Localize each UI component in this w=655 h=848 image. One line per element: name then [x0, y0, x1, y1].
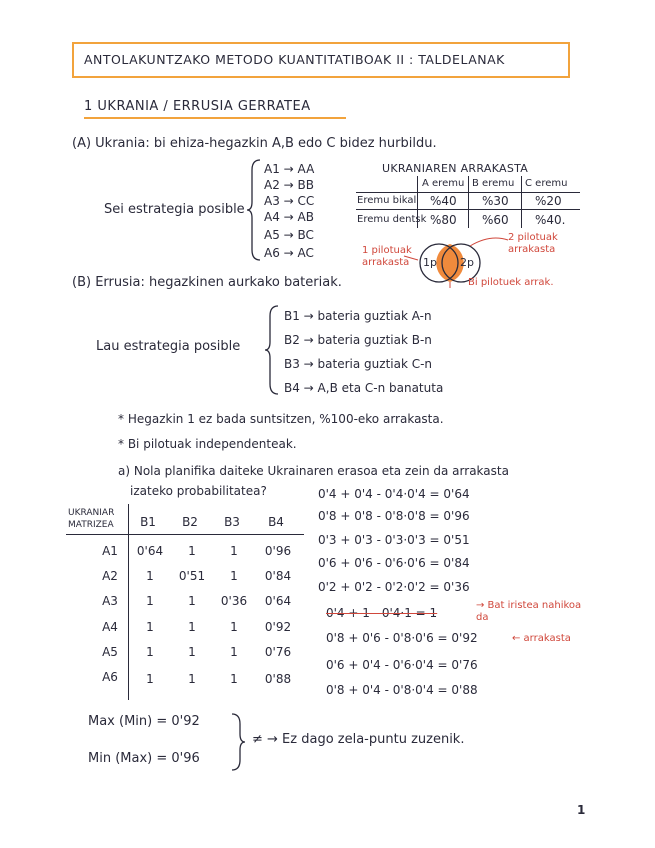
ua-table-rule	[521, 176, 522, 228]
calc-line: 0'8 + 0'6 - 0'8·0'6 = 0'92	[326, 631, 478, 645]
ru-strategy-item: B4 → A,B eta C-n banatuta	[284, 381, 444, 395]
ua-table-header: A eremu	[422, 178, 465, 189]
calc-line: 0'3 + 0'3 - 0'3·0'3 = 0'51	[318, 533, 470, 547]
matrix-row-label: A3	[102, 594, 118, 608]
matrix-cell: 1	[146, 594, 154, 608]
ru-strategy-label: Lau estrategia posible	[96, 339, 241, 354]
matrix-row-label: A6	[102, 670, 118, 684]
matrix-row-label: A4	[102, 620, 118, 634]
ua-table-cell: %30	[482, 194, 509, 208]
matrix-cell: 1	[188, 544, 196, 558]
note: * Bi pilotuak independenteak.	[118, 437, 297, 451]
matrix-cell: 1	[230, 620, 238, 634]
matrix-cell: 1	[146, 620, 154, 634]
ua-table-header: B eremu	[472, 178, 515, 189]
calc-line: 0'2 + 0'2 - 0'2·0'2 = 0'36	[318, 580, 470, 594]
matrix-cell: 0'36	[220, 594, 248, 608]
maxmin-line: Max (Min) = 0'92	[88, 714, 200, 729]
page-title: ANTOLAKUNTZAKO METODO KUANTITATIBOAK II : TALDELANAK	[84, 52, 505, 67]
ru-strategy-item: B2 → bateria guztiak B-n	[284, 333, 432, 347]
maxmin-brace	[230, 712, 246, 772]
ru-strategy-item: B3 → bateria guztiak C-n	[284, 357, 433, 371]
matrix-cell: 1	[230, 672, 238, 686]
ua-strategy-item: A1 → AA	[264, 162, 315, 176]
venn-note-right: 2 pilotuak arrakasta	[508, 232, 558, 255]
ua-strategy-label: Sei estrategia posible	[104, 202, 245, 217]
venn-left-label: 1p	[423, 256, 437, 269]
ua-table-cell: %80	[430, 213, 457, 227]
matrix-cell: 0'88	[264, 672, 292, 686]
matrix-col-header: B4	[268, 515, 284, 529]
ua-strategy-item: A2 → BB	[264, 178, 314, 192]
ua-table-row-label: Eremu bikal	[357, 195, 417, 206]
matrix-cell: 1	[188, 672, 196, 686]
matrix-cell: 1	[188, 594, 196, 608]
matrix-row-label: A2	[102, 569, 118, 583]
question-line: a) Nola planifika daiteke Ukrainaren erasoa eta zein da arrakasta	[118, 464, 509, 478]
page-number: 1	[577, 803, 586, 817]
calc-line: 0'4 + 1 - 0'4·1 = 1	[326, 606, 438, 620]
ua-table-header: C eremu	[525, 178, 568, 189]
venn-note-bottom: Bi pilotuek arrak.	[468, 277, 554, 288]
matrix-cell: 0'64	[264, 594, 292, 608]
matrix-rule	[66, 534, 304, 535]
matrix-row-label: A1	[102, 544, 118, 558]
section-underline	[84, 117, 346, 119]
matrix-cell: 1	[146, 672, 154, 686]
matrix-cell: 1	[230, 544, 238, 558]
matrix-col-header: B2	[182, 515, 198, 529]
calc-note-arrakasta: ← arrakasta	[512, 633, 571, 644]
matrix-cell: 0'76	[264, 645, 292, 659]
matrix-cell: 1	[230, 569, 238, 583]
matrix-cell: 1	[146, 569, 154, 583]
venn-right-label: 2p	[460, 256, 474, 269]
matrix-cell: 0'84	[264, 569, 292, 583]
matrix-cell: 1	[188, 620, 196, 634]
ua-strategy-item: A4 → AB	[264, 210, 314, 224]
venn-note-left: 1 pilotuak arrakasta	[362, 245, 412, 268]
calc-line: 0'6 + 0'4 - 0'6·0'4 = 0'76	[326, 658, 478, 672]
ua-strategy-item: A6 → AC	[264, 246, 314, 260]
part-a-text: (A) Ukrania: bi ehiza-hegazkin A,B edo C bidez hurbildu.	[72, 136, 437, 151]
section-heading: 1 UKRANIA / ERRUSIA GERRATEA	[84, 99, 311, 114]
note: * Hegazkin 1 ez bada suntsitzen, %100-eko arrakasta.	[118, 412, 444, 426]
calc-line: 0'6 + 0'6 - 0'6·0'6 = 0'84	[318, 556, 470, 570]
matrix-row-label: A5	[102, 645, 118, 659]
ua-table-cell: %40	[430, 194, 457, 208]
ua-table-cell: %60	[482, 213, 509, 227]
ua-strategy-item: A5 → BC	[264, 228, 314, 242]
matrix-header-label: UKRANIAR	[68, 508, 115, 518]
matrix-cell: 0'96	[264, 544, 292, 558]
ua-strategy-item: A3 → CC	[264, 194, 315, 208]
maxmin-line: Min (Max) = 0'96	[88, 751, 200, 766]
calc-line: 0'8 + 0'4 - 0'8·0'4 = 0'88	[326, 683, 478, 697]
question-line: izateko probabilitatea?	[130, 484, 267, 498]
calc-note-bat: → Bat iristea nahikoa da	[476, 600, 582, 623]
matrix-col-header: B1	[140, 515, 156, 529]
ru-brace	[264, 304, 280, 396]
conclusion: ≠ → Ez dago zela-puntu zuzenik.	[252, 732, 465, 747]
matrix-cell: 1	[188, 645, 196, 659]
ua-table-title: UKRANIAREN ARRAKASTA	[382, 162, 529, 175]
ua-brace	[246, 158, 262, 262]
ua-table-rule	[468, 176, 469, 228]
ua-table-cell: %20	[535, 194, 562, 208]
ua-table-cell: %40.	[535, 213, 566, 227]
ua-table-rule	[356, 209, 580, 210]
matrix-col-header: B3	[224, 515, 240, 529]
matrix-header-label: MATRIZEA	[68, 520, 114, 530]
matrix-cell: 1	[146, 645, 154, 659]
part-b-text: (B) Errusia: hegazkinen aurkako bateriak.	[72, 275, 342, 290]
calc-line: 0'8 + 0'8 - 0'8·0'8 = 0'96	[318, 509, 470, 523]
ru-strategy-item: B1 → bateria guztiak A-n	[284, 309, 432, 323]
matrix-cell: 0'64	[136, 544, 164, 558]
matrix-cell: 0'51	[178, 569, 206, 583]
matrix-cell: 1	[230, 645, 238, 659]
ua-table-row-label: Eremu dentsk	[357, 214, 427, 225]
calc-line: 0'4 + 0'4 - 0'4·0'4 = 0'64	[318, 487, 470, 501]
matrix-cell: 0'92	[264, 620, 292, 634]
